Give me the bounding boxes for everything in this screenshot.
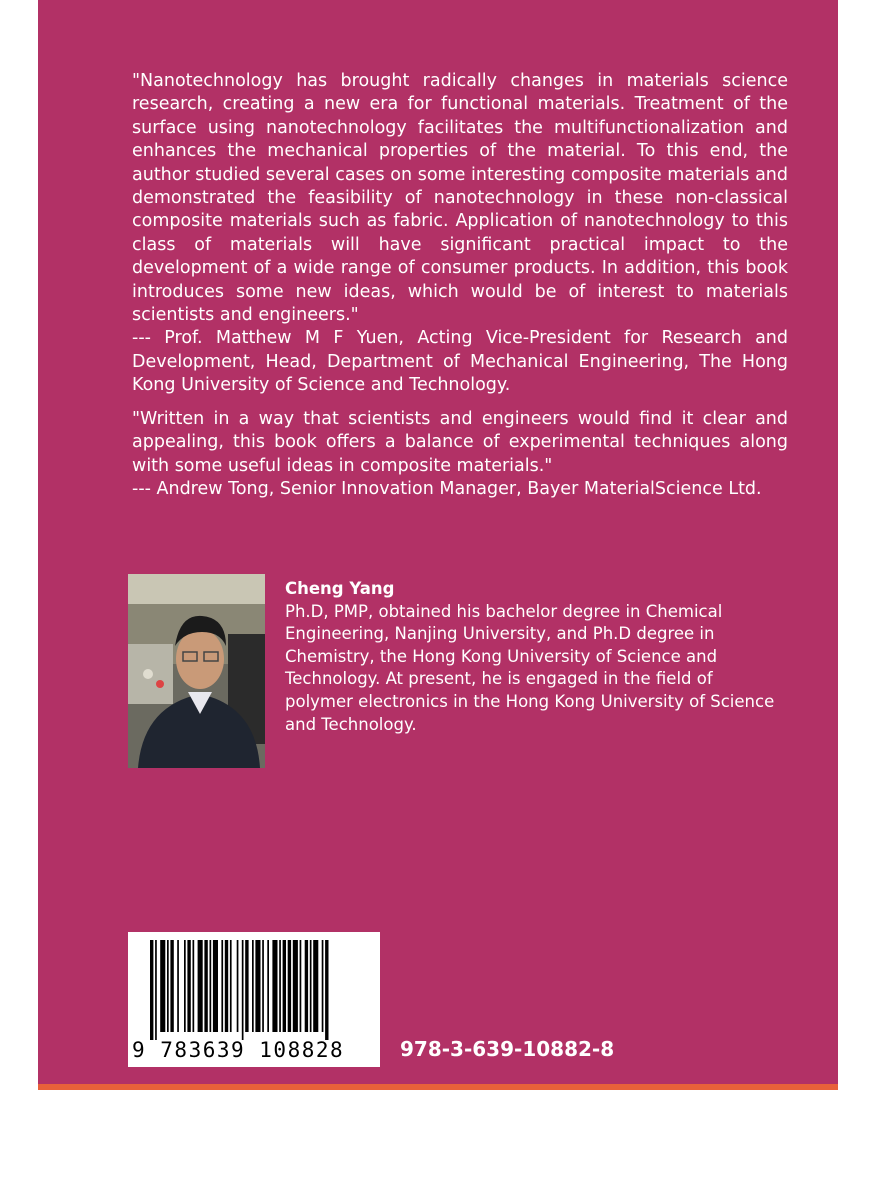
isbn-number: 978-3-639-10882-8 [400, 1037, 615, 1061]
barcode-digits: 9 783639 108828 [132, 1038, 345, 1062]
barcode-bar [225, 940, 228, 1032]
author-bio: Ph.D, PMP, obtained his bachelor degree in Chemical Engineering, Nanjing University, and Ph.D degree in Chemistry, the Hong Kong University of Science and Technology. At present, he is engaged in the field of polymer electronics in the Hong Kong University of Science and Technology. [285, 601, 775, 734]
barcode [128, 932, 380, 1067]
barcode-bar [267, 940, 269, 1032]
quote-2-attribution: --- Andrew Tong, Senior Innovation Manager, Bayer MaterialScience Ltd. [132, 479, 762, 500]
barcode-bar [170, 940, 173, 1032]
barcode-bar [310, 940, 312, 1032]
barcode-bar [210, 940, 212, 1032]
barcode-bar [204, 940, 207, 1032]
barcode-bar [155, 940, 157, 1040]
barcode-bar [213, 940, 218, 1032]
barcode-bar [313, 940, 318, 1032]
quote-1-attribution: --- Prof. Matthew M F Yuen, Acting Vice-President for Research and Development, Head, Department of Mechanical Engineering, The Hong Kong University of Science and Technology. [132, 328, 788, 396]
author-name: Cheng Yang [285, 579, 395, 598]
barcode-bar [177, 940, 179, 1032]
quote-1-text: "Nanotechnology has brought radically changes in materials science research, creating a new era for functional materials. Treatment of the surface using nanotechnology facilitates the multifunctionalization and enhances the mechanical properties of the material. To this end, the author studied several cases on some interesting composite materials and demonstrated the feasibility of nanotechnology in these non-classical composite materials such as fabric. Application of nanotechnology to this class of materials will have significant practical impact to the development of a wide range of consumer products. In addition, this book introduces some new ideas, which would be of interest to materials scientists and engineers." [132, 71, 788, 326]
barcode-bar [230, 940, 232, 1032]
author-photo [128, 574, 265, 768]
barcode-bar [262, 940, 264, 1032]
review-quote-1 [132, 70, 788, 398]
barcode-bar [150, 940, 153, 1040]
review-quote-2 [132, 408, 788, 502]
barcode-bar [322, 940, 324, 1032]
author-bio-block [285, 578, 785, 736]
quote-2-text: "Written in a way that scientists and engineers would find it clear and appealing, this book offers a balance of experimental techniques along with some useful ideas in composite materials." [132, 409, 788, 476]
barcode-bar [245, 940, 248, 1032]
barcode-bar [293, 940, 298, 1032]
barcode-bars [128, 932, 380, 1042]
barcode-bar [255, 940, 260, 1032]
barcode-bar [272, 940, 277, 1032]
barcode-bar [279, 940, 281, 1032]
barcode-bar [288, 940, 291, 1032]
barcode-bar [198, 940, 203, 1032]
barcode-bar [242, 940, 244, 1040]
barcode-bar [167, 940, 169, 1032]
barcode-bar [300, 940, 302, 1032]
bottom-stripe [38, 1084, 838, 1090]
barcode-bar [305, 940, 308, 1032]
barcode-bar [237, 940, 239, 1032]
barcode-bar [283, 940, 286, 1032]
barcode-bar [325, 940, 328, 1040]
barcode-bar [221, 940, 223, 1032]
barcode-bar [184, 940, 186, 1032]
barcode-bar [160, 940, 165, 1032]
barcode-bar [187, 940, 190, 1032]
barcode-bar [252, 940, 254, 1032]
barcode-bar [193, 940, 195, 1032]
